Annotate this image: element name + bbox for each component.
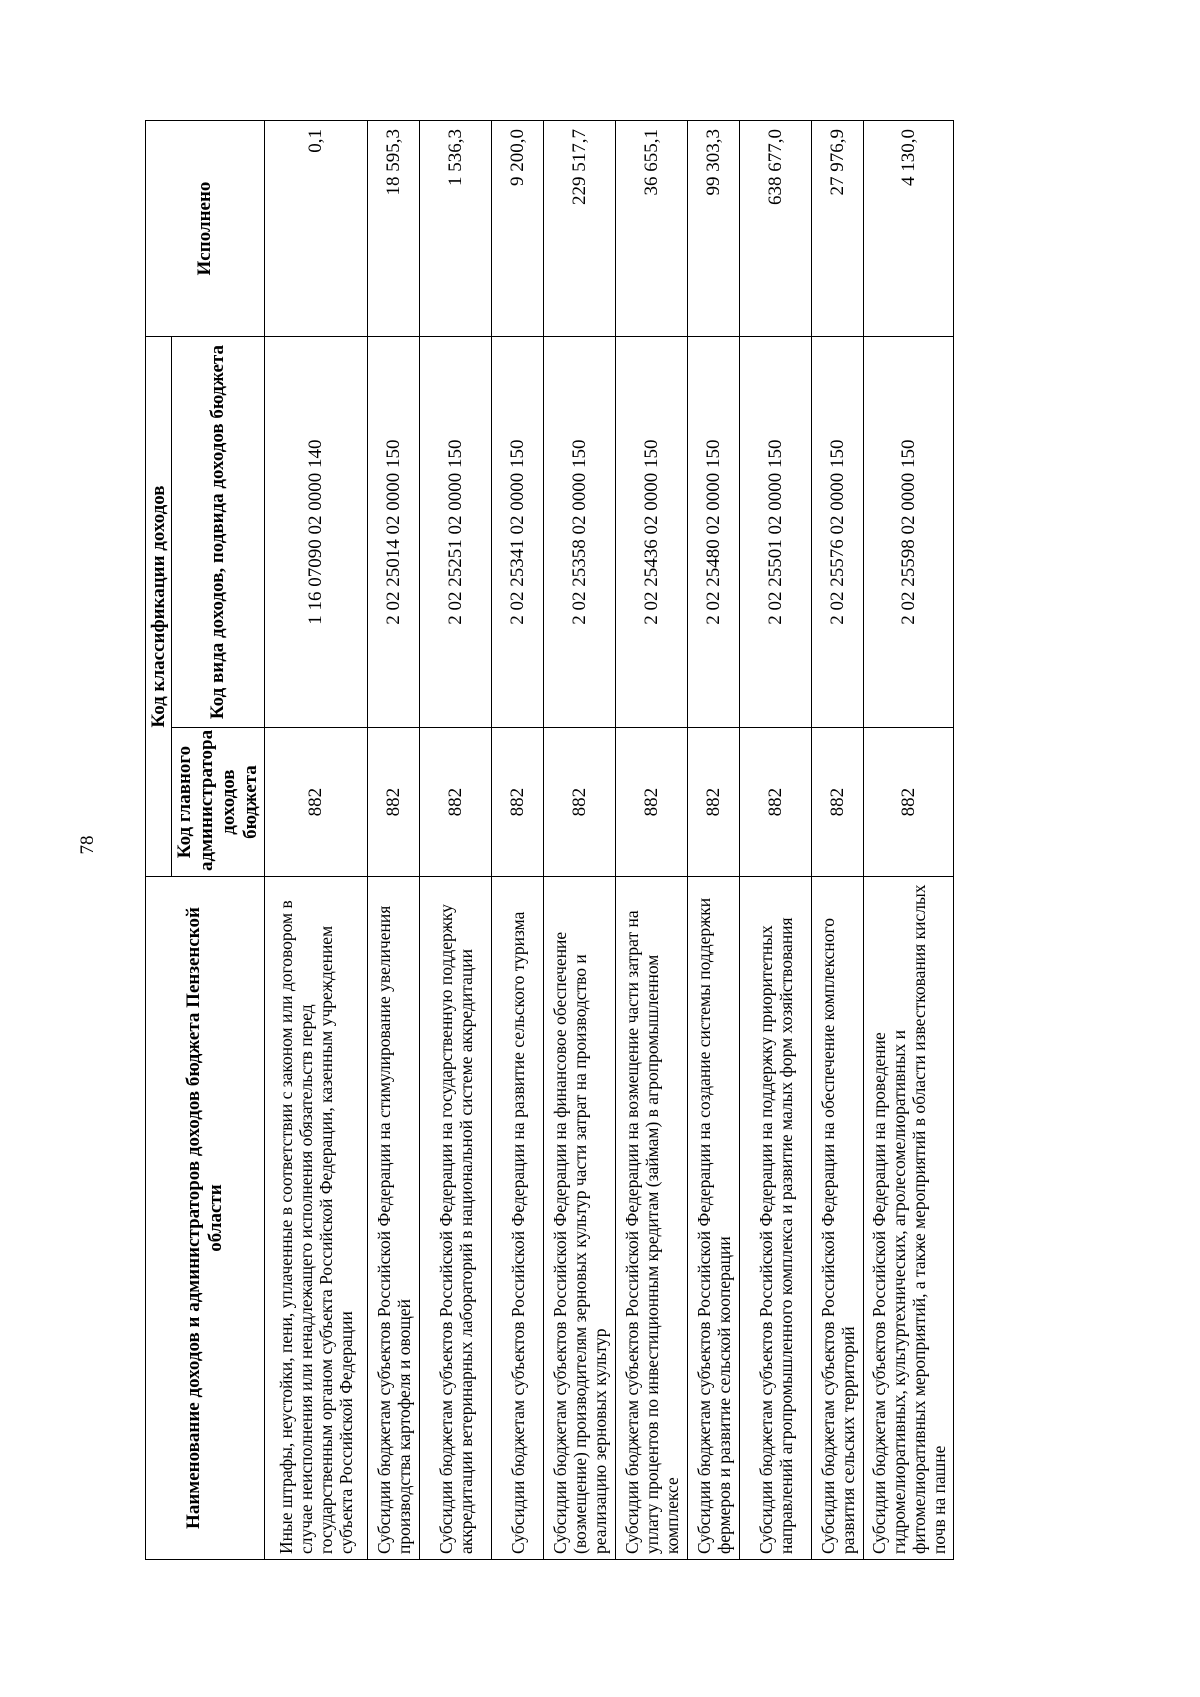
row-revenue-code: 2 02 25251 02 0000 150 (420, 337, 492, 728)
table-body (265, 121, 954, 1560)
row-admin-code: 882 (688, 728, 740, 877)
table-row (688, 121, 740, 1560)
rotated-table-wrapper (145, 120, 1065, 1560)
table-row (420, 121, 492, 1560)
header-admin-code: Код главного администратора доходов бюджета (172, 728, 265, 877)
row-revenue-code: 2 02 25358 02 0000 150 (544, 337, 616, 728)
row-name: Субсидии бюджетам субъектов Российской Федерации на стимулирование увеличения производства картофеля и овощей (368, 877, 420, 1560)
row-admin-code: 882 (368, 728, 420, 877)
table-row (265, 121, 368, 1560)
row-admin-code: 882 (265, 728, 368, 877)
row-executed: 9 200,0 (492, 121, 544, 337)
row-name: Субсидии бюджетам субъектов Российской Федерации на проведение гидромелиоративных, культуртехнических, агролесомелиоративных и фитомелиоративных мероприятий, а также мероприятий в области известкования кислых почв на пашне (864, 877, 954, 1560)
row-revenue-code: 2 02 25436 02 0000 150 (616, 337, 688, 728)
row-name: Субсидии бюджетам субъектов Российской Федерации на государственную поддержку аккредитации ветеринарных лабораторий в национальной системе аккредитации (420, 877, 492, 1560)
row-admin-code: 882 (864, 728, 954, 877)
row-executed: 638 677,0 (740, 121, 812, 337)
table-row (864, 121, 954, 1560)
header-executed: Исполнено (146, 121, 265, 337)
row-name: Субсидии бюджетам субъектов Российской Федерации на развитие сельского туризма (492, 877, 544, 1560)
row-admin-code: 882 (420, 728, 492, 877)
row-revenue-code: 1 16 07090 02 0000 140 (265, 337, 368, 728)
row-revenue-code: 2 02 25480 02 0000 150 (688, 337, 740, 728)
row-executed: 27 976,9 (812, 121, 864, 337)
header-classification-group: Код классификации доходов (146, 337, 172, 877)
row-name: Субсидии бюджетам субъектов Российской Федерации на создание системы поддержки фермеров и развитие сельской кооперации (688, 877, 740, 1560)
row-admin-code: 882 (492, 728, 544, 877)
table-row (492, 121, 544, 1560)
row-admin-code: 882 (812, 728, 864, 877)
header-revenue-kind-code: Код вида доходов, подвида доходов бюджета (172, 337, 265, 728)
table-row (544, 121, 616, 1560)
revenue-table (145, 120, 954, 1560)
table-row (616, 121, 688, 1560)
row-name: Иные штрафы, неустойки, пени, уплаченные в соответствии с законом или договором в случае неисполнения или ненадлежащего исполнения обязательств перед государственным органом субъекта Российской Федерации, казенным учреждением субъекта Российской Федерации (265, 877, 368, 1560)
row-executed: 36 655,1 (616, 121, 688, 337)
row-revenue-code: 2 02 25341 02 0000 150 (492, 337, 544, 728)
row-executed: 0,1 (265, 121, 368, 337)
row-executed: 18 595,3 (368, 121, 420, 337)
row-executed: 1 536,3 (420, 121, 492, 337)
row-admin-code: 882 (544, 728, 616, 877)
table-header (146, 121, 265, 1560)
table-row (812, 121, 864, 1560)
row-revenue-code: 2 02 25014 02 0000 150 (368, 337, 420, 728)
row-revenue-code: 2 02 25501 02 0000 150 (740, 337, 812, 728)
row-name: Субсидии бюджетам субъектов Российской Федерации на поддержку приоритетных направлений агропромышленного комплекса и развитие малых форм хозяйствования (740, 877, 812, 1560)
row-admin-code: 882 (616, 728, 688, 877)
row-executed: 4 130,0 (864, 121, 954, 337)
table-row (740, 121, 812, 1560)
row-name: Субсидии бюджетам субъектов Российской Федерации на финансовое обеспечение (возмещение) производителям зерновых культур части затрат на производство и реализацию зерновых культур (544, 877, 616, 1560)
header-name: Наименование доходов и администраторов доходов бюджета Пензенской области (146, 877, 265, 1560)
row-revenue-code: 2 02 25576 02 0000 150 (812, 337, 864, 728)
row-executed: 229 517,7 (544, 121, 616, 337)
row-executed: 99 303,3 (688, 121, 740, 337)
table-row (368, 121, 420, 1560)
row-name: Субсидии бюджетам субъектов Российской Федерации на возмещение части затрат на уплату процентов по инвестиционным кредитам (займам) в агропромышленном комплексе (616, 877, 688, 1560)
page-number: 78 (77, 835, 98, 855)
row-admin-code: 882 (740, 728, 812, 877)
row-name: Субсидии бюджетам субъектов Российской Федерации на обеспечение комплексного развития сельских территорий (812, 877, 864, 1560)
row-revenue-code: 2 02 25598 02 0000 150 (864, 337, 954, 728)
